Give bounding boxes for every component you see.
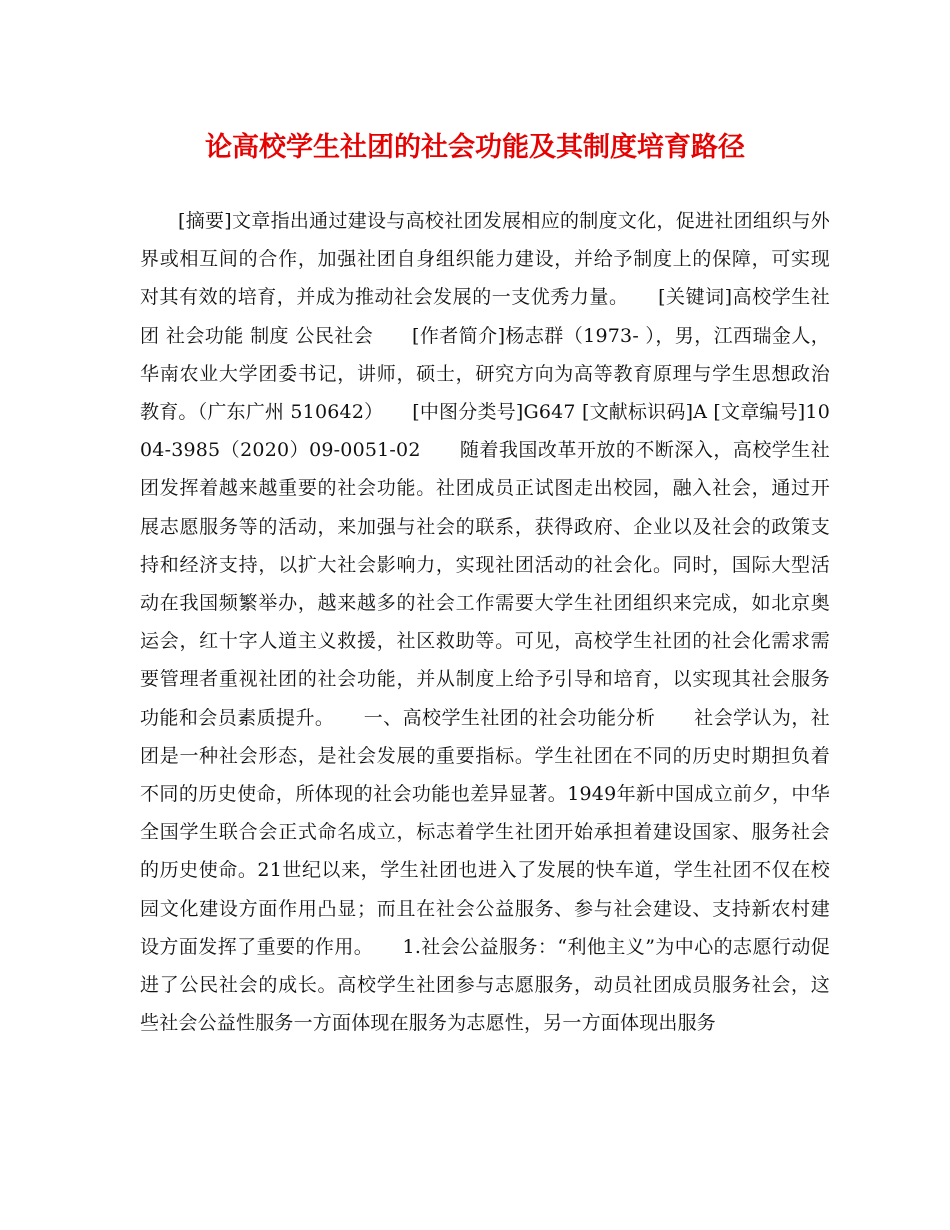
document-title: 论高校学生社团的社会功能及其制度培育路径 [205,132,745,163]
document-body: [摘要]文章指出通过建设与高校社团发展相应的制度文化，促进社团组织与外界或相互间的合作，加强社团自身组织能力建设，并给予制度上的保障，可实现对其有效的培育，并成为推动社会发展的一支优秀力量。 [关键词]高校学生社团 社会功能 制度 公民社会 [作者简介]杨志群（1973- ），男，江西瑞金人，华南农业大学团委书记，讲师，硕士，研究方向为高等教育原理与学生思想政治教育。（广东广州 510642） [中图分类号]G647 [文献标识码]A [文章编号]1004-3985（2020）09-0051-02 随着我国改革开放的不断深入，高校学生社团发挥着越来越重要的社会功能。社团成员正试图走出校园，融入社会，通过开展志愿服务等的活动，来加强与社会的联系，获得政府、企业以及社会的政策支持和经济支持，以扩大社会影响力，实现社团活动的社会化。同时，国际大型活动在我国频繁举办，越来越多的社会工作需要大学生社团组织来完成，如北京奥运会，红十字人道主义救援，社区救助等。可见，高校学生社团的社会化需求需要管理者重视社团的社会功能，并从制度上给予引导和培育，以实现其社会服务功能和会员素质提升。 一、高校学生社团的社会功能分析 社会学认为，社团是一种社会形态，是社会发展的重要指标。学生社团在不同的历史时期担负着不同的历史使命，所体现的社会功能也差异显著。1949年新中国成立前夕，中华全国学生联合会正式命名成立，标志着学生社团开始承担着建设国家、服务社会的历史使命。21世纪以来，学生社团也进入了发展的快车道，学生社团不仅在校园文化建设方面作用凸显；而且在社会公益服务、参与社会建设、支持新农村建设方面发挥了重要的作用。 1.社会公益服务：“利他主义”为中心的志愿行动促进了公民社会的成长。高校学生社团参与志愿服务，动员社团成员服务社会，这些社会公益性服务一方面体现在服务为志愿性，另一方面体现出服务 [140,210,830,1035]
